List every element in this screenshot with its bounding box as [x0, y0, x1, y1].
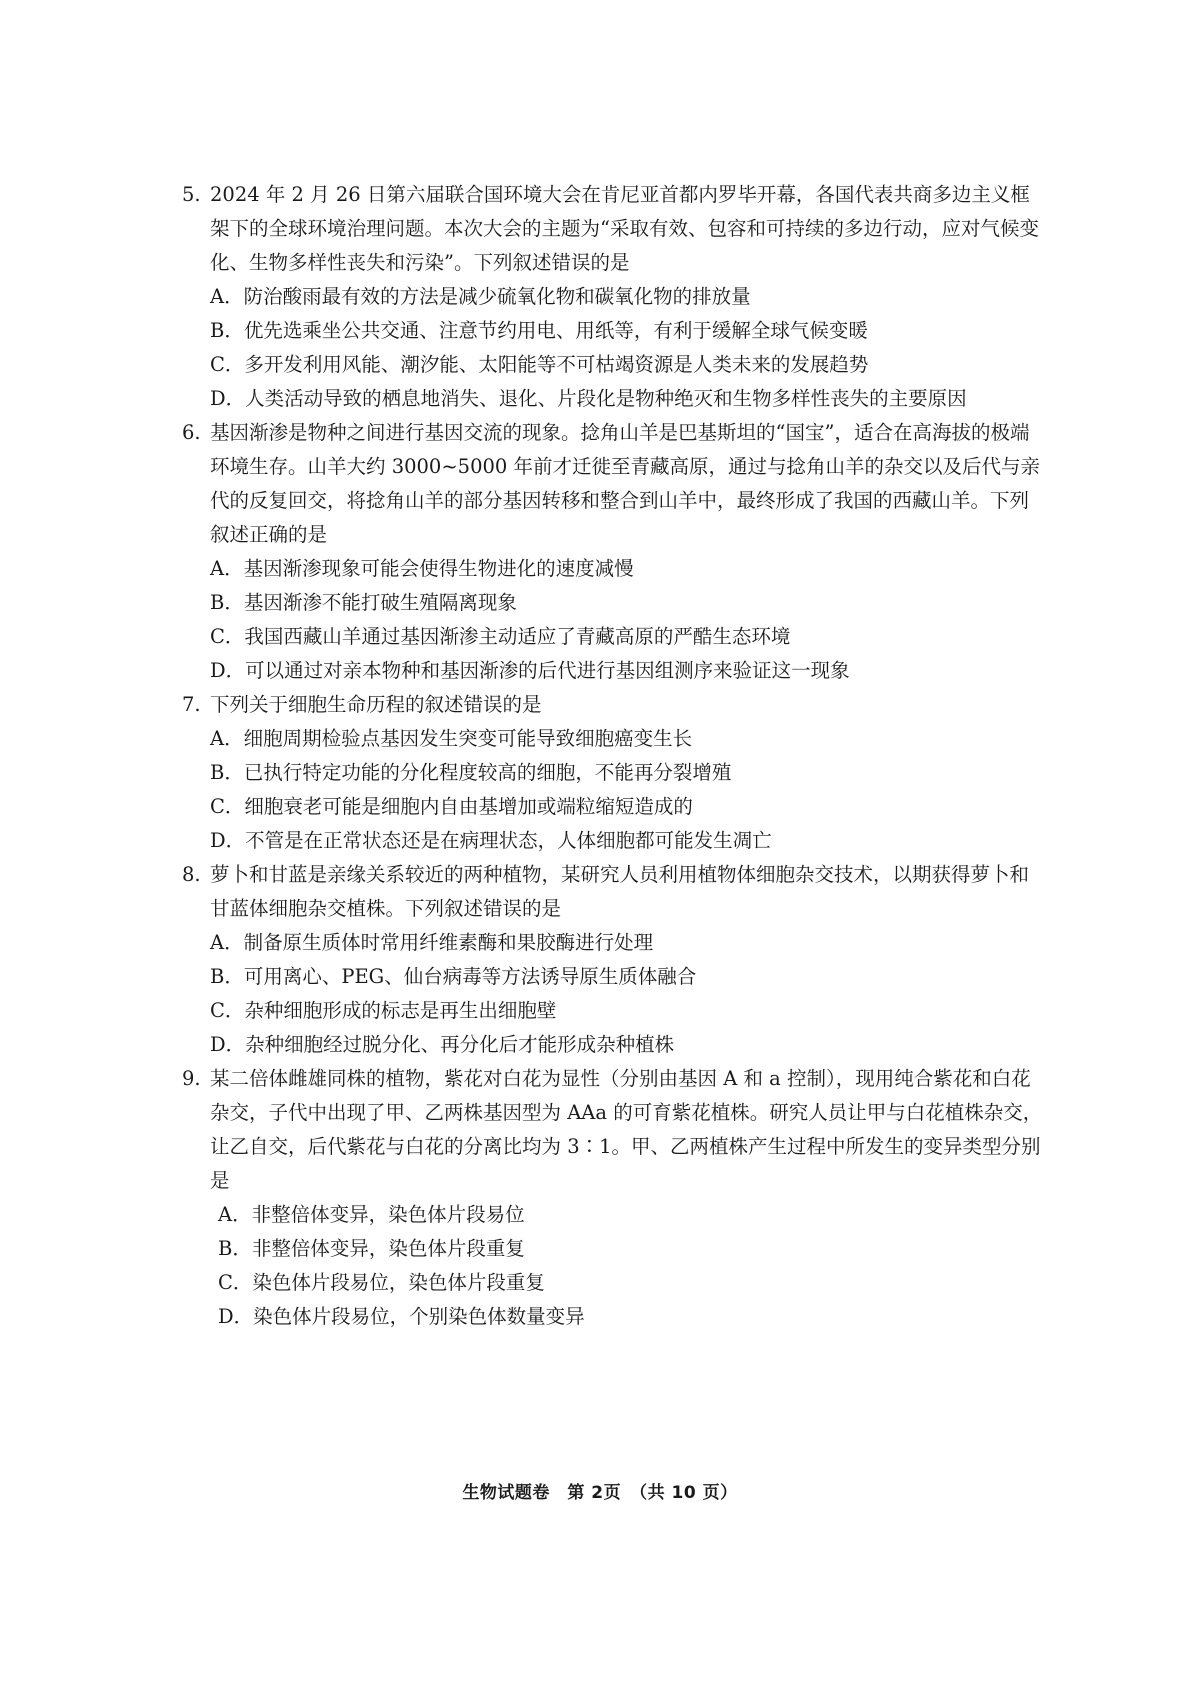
option-b: B．基因渐渗不能打破生殖隔离现象: [210, 591, 517, 614]
question-stem: [168, 1062, 1044, 1198]
option-d: D．杂种细胞经过脱分化、再分化后才能形成杂种植株: [210, 1033, 675, 1056]
question-text: 某二倍体雌雄同株的植物，紫花对白花为显性（分别由基因 A 和 a 控制），现用纯合紫花和白花杂交，子代中出现了甲、乙两株基因型为 AAa 的可育紫花植株。研究人员让甲与白花植株杂交，让乙自交，后代紫花与白花的分离比均为 3∶1。甲、乙两植株产生过程中所发生的变异类型分别是: [210, 1067, 1043, 1192]
option-d: D．不管是在正常状态还是在病理状态，人体细胞都可能发生凋亡: [210, 829, 772, 852]
question-5: [168, 178, 1044, 416]
question-stem: [168, 178, 1044, 280]
question-number: 8.: [182, 863, 201, 886]
page-footer: 生物试题卷 第 2页 （共 10 页）: [462, 1483, 738, 1503]
option-a: A．基因渐渗现象可能会使得生物进化的速度减慢: [210, 557, 634, 580]
question-list: [168, 178, 1044, 1334]
option-c: C．杂种细胞形成的标志是再生出细胞壁: [210, 999, 557, 1022]
question-stem: [168, 858, 1044, 926]
option-b: B．已执行特定功能的分化程度较高的细胞，不能再分裂增殖: [210, 761, 732, 784]
question-stem: [168, 688, 1044, 722]
option-a: A．非整倍体变异，染色体片段易位: [218, 1203, 525, 1226]
question-text: 下列关于细胞生命历程的叙述错误的是: [210, 693, 542, 716]
question-number: 5.: [182, 183, 201, 206]
option-a: A．细胞周期检验点基因发生突变可能导致细胞癌变生长: [210, 727, 693, 750]
question-text: 萝卜和甘蓝是亲缘关系较近的两种植物，某研究人员利用植物体细胞杂交技术，以期获得萝卜和甘蓝体细胞杂交植株。下列叙述错误的是: [210, 863, 1030, 920]
option-c: C．多开发利用风能、潮汐能、太阳能等不可枯竭资源是人类未来的发展趋势: [210, 353, 869, 376]
option-d: D．可以通过对亲本物种和基因渐渗的后代进行基因组测序来验证这一现象: [210, 659, 850, 682]
option-d: D．人类活动导致的栖息地消失、退化、片段化是物种绝灭和生物多样性丧失的主要原因: [210, 387, 967, 410]
option-a: A．制备原生质体时常用纤维素酶和果胶酶进行处理: [210, 931, 654, 954]
question-text: 2024 年 2 月 26 日第六届联合国环境大会在肯尼亚首都内罗毕开幕，各国代表共商多边主义框架下的全球环境治理问题。本次大会的主题为“采取有效、包容和可持续的多边行动，应对气候变化、生物多样性丧失和污染”。下列叙述错误的是: [210, 183, 1039, 274]
question-8: [168, 858, 1044, 1062]
question-number: 9.: [182, 1067, 201, 1090]
question-6: [168, 416, 1044, 688]
option-c: C．我国西藏山羊通过基因渐渗主动适应了青藏高原的严酷生态环境: [210, 625, 791, 648]
option-a: A．防治酸雨最有效的方法是减少硫氧化物和碳氧化物的排放量: [210, 285, 751, 308]
option-b: B．非整倍体变异，染色体片段重复: [218, 1237, 525, 1260]
question-text: 基因渐渗是物种之间进行基因交流的现象。捻角山羊是巴基斯坦的“国宝”，适合在高海拔的极端环境生存。山羊大约 3000~5000 年前才迁徙至青藏高原，通过与捻角山羊的杂交以及后代与亲代的反复回交，将捻角山羊的部分基因转移和整合到山羊中，最终形成了我国的西藏山羊。下列叙述正确的是: [210, 421, 1040, 546]
question-7: [168, 688, 1044, 858]
question-9: [168, 1062, 1044, 1334]
question-stem: [168, 416, 1044, 552]
option-c: C．染色体片段易位，染色体片段重复: [218, 1271, 545, 1294]
option-d: D．染色体片段易位，个别染色体数量变异: [218, 1305, 585, 1328]
option-b: B．可用离心、PEG、仙台病毒等方法诱导原生质体融合: [210, 965, 697, 988]
option-c: C．细胞衰老可能是细胞内自由基增加或端粒缩短造成的: [210, 795, 693, 818]
question-number: 7.: [182, 693, 201, 716]
question-number: 6.: [182, 421, 201, 444]
option-b: B．优先选乘坐公共交通、注意节约用电、用纸等，有利于缓解全球气候变暖: [210, 319, 868, 342]
